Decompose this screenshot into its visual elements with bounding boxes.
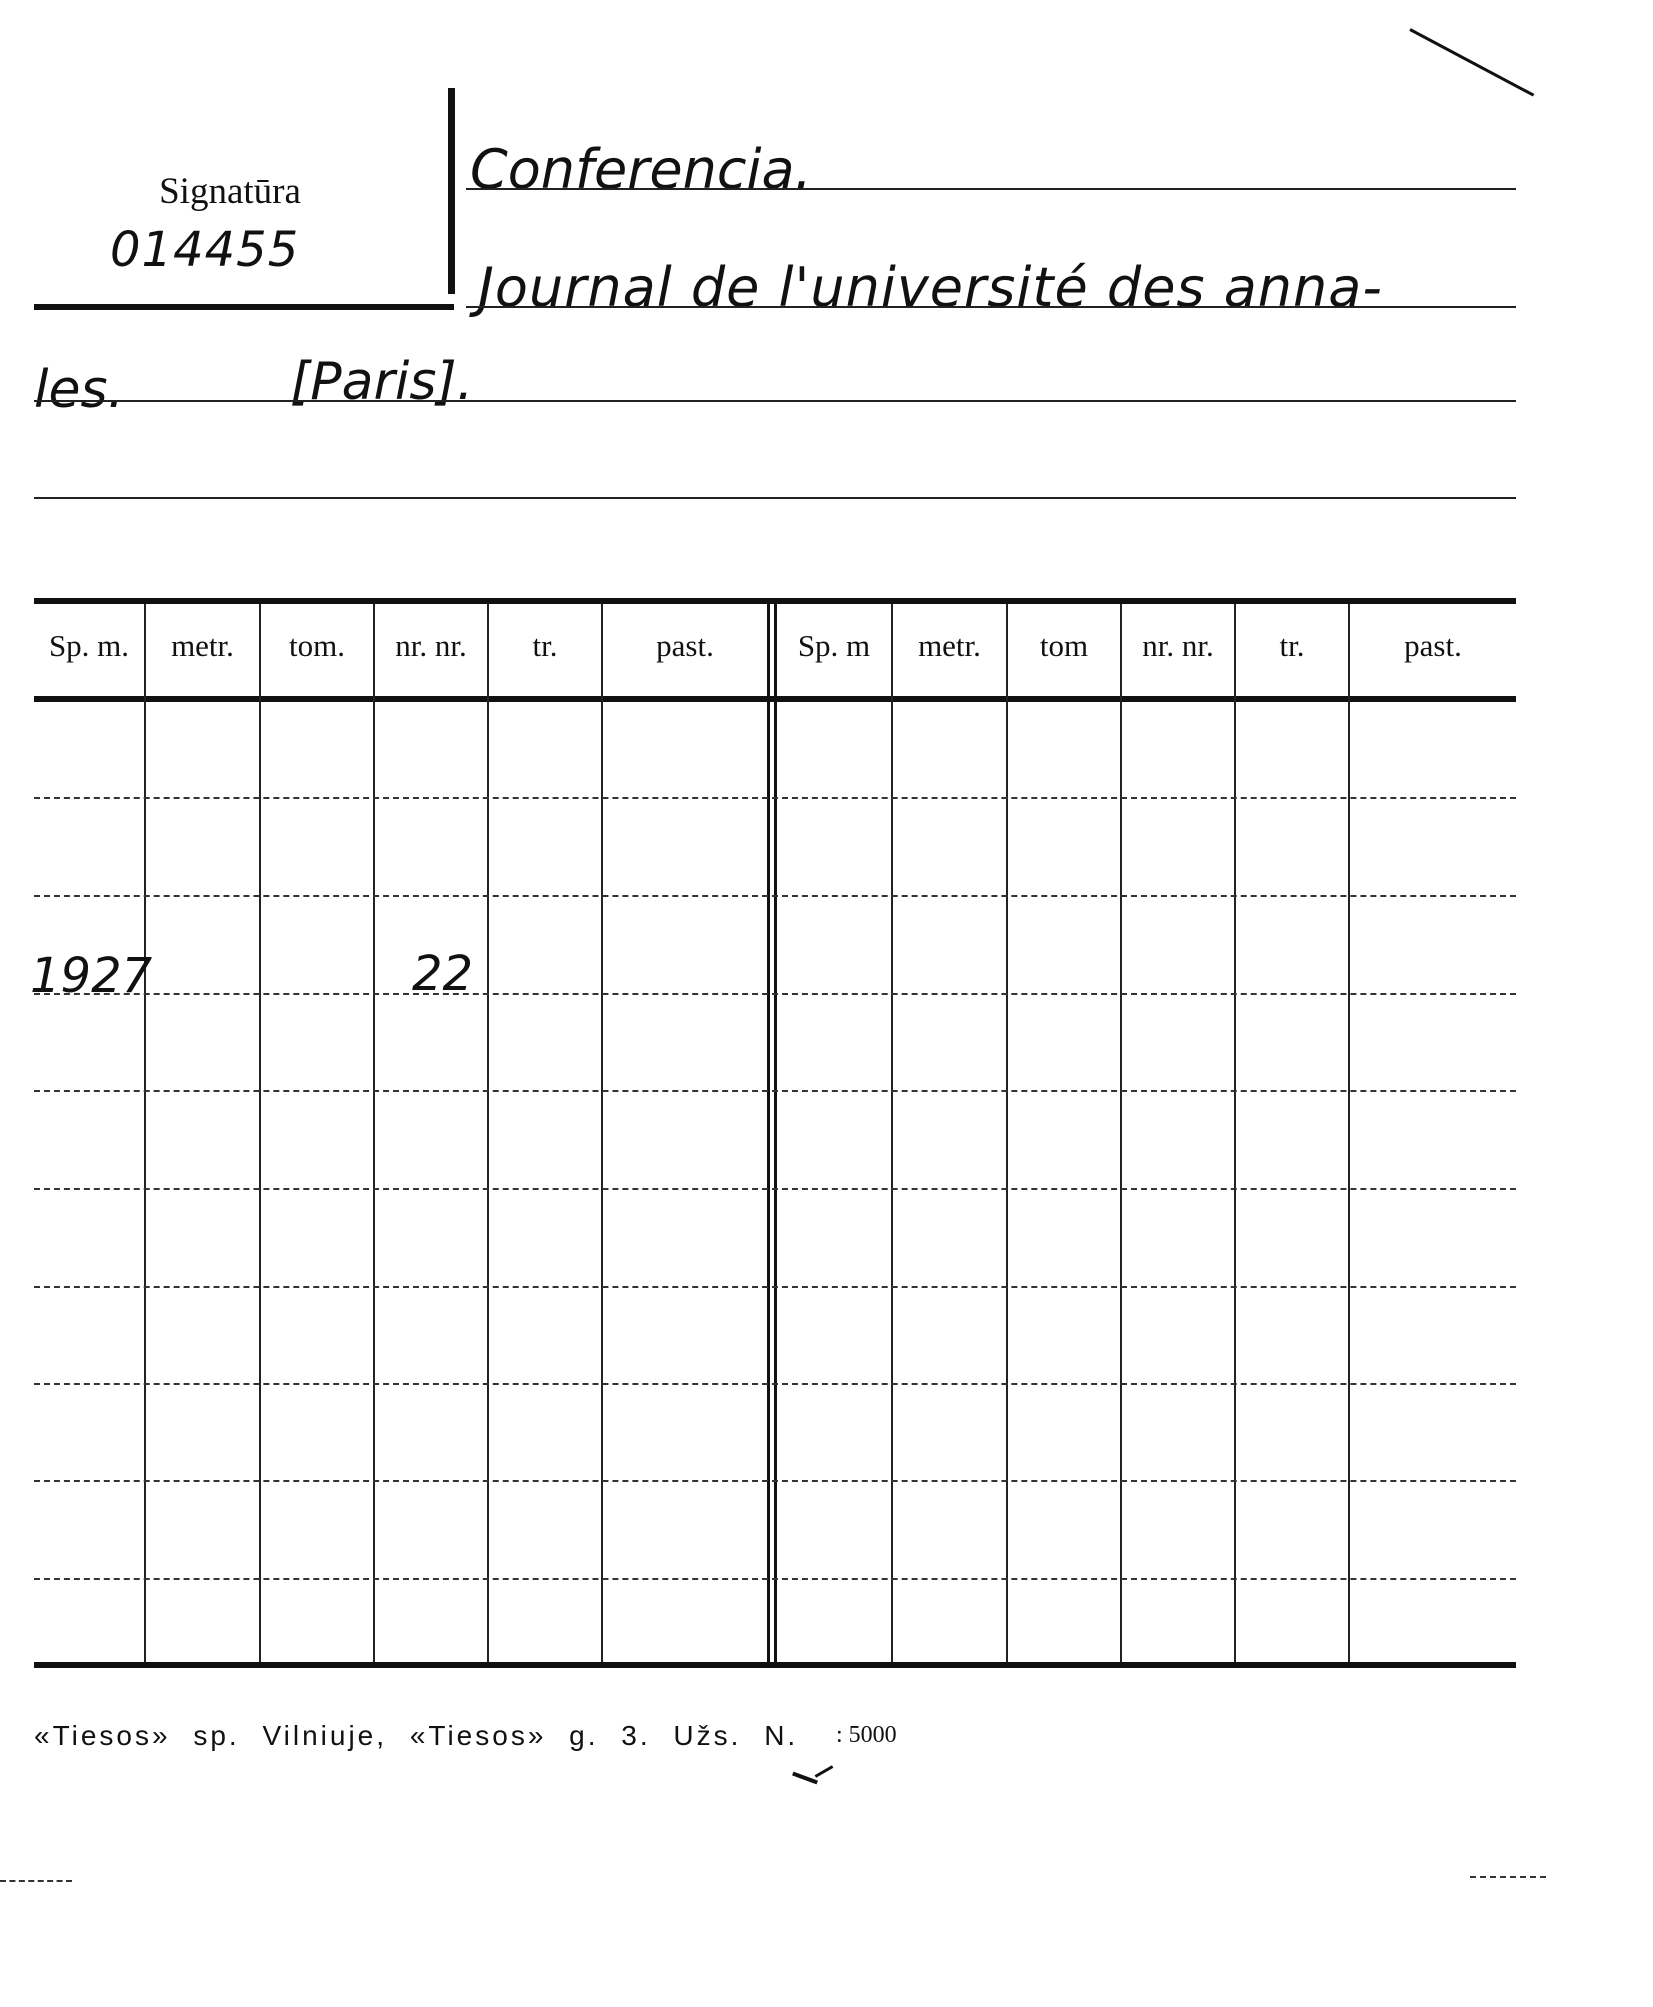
- column-header-sp-m: Sp. m: [797, 628, 871, 663]
- scan-mark: [815, 1765, 834, 1778]
- title-line-3: les.: [34, 360, 125, 420]
- column-header-past: past.: [1404, 628, 1462, 663]
- row-rule: [34, 1578, 1516, 1580]
- signature-label: Signatūra: [159, 171, 301, 212]
- scan-edge: [0, 1880, 72, 1882]
- title-line-rule-4: [34, 497, 1516, 499]
- column-header-metr: metr.: [918, 628, 981, 663]
- row-rule: [34, 1090, 1516, 1092]
- signature-value: 014455: [110, 222, 300, 278]
- table-bottom-rule: [34, 1662, 1516, 1668]
- header-divider: [448, 88, 455, 294]
- column-divider: [891, 604, 893, 1662]
- print-run: : 5000: [836, 1722, 897, 1748]
- column-divider: [259, 604, 261, 1662]
- row-rule: [34, 1383, 1516, 1385]
- column-divider: [1348, 604, 1350, 1662]
- column-divider: [1234, 604, 1236, 1662]
- row-rule: [34, 1188, 1516, 1190]
- row-rule: [34, 797, 1516, 799]
- column-divider: [373, 604, 375, 1662]
- entry-year: 1927: [30, 948, 153, 1004]
- column-divider: [144, 604, 146, 1662]
- column-header-nr-nr: nr. nr.: [395, 628, 467, 663]
- table-center-divider: [767, 604, 777, 1662]
- printer-imprint: «Tiesos» sp. Vilniuje, «Tiesos» g. 3. Užs. N.: [34, 1720, 799, 1751]
- title-line-2: Journal de l'université des anna-: [478, 256, 1383, 319]
- title-line-rule-1: [466, 188, 1516, 190]
- row-rule: [34, 1480, 1516, 1482]
- column-divider: [601, 604, 603, 1662]
- scan-mark: [1409, 28, 1534, 96]
- column-divider: [1006, 604, 1008, 1662]
- entry-issue-number: 22: [412, 946, 474, 1002]
- title-line-1: Conferencia.: [470, 138, 812, 201]
- scan-mark: [792, 1772, 818, 1785]
- column-header-sp-m: Sp. m.: [48, 628, 130, 663]
- title-line-rule-3: [34, 400, 1516, 402]
- column-divider: [487, 604, 489, 1662]
- column-header-tr: tr.: [532, 628, 558, 663]
- column-divider: [1120, 604, 1122, 1662]
- row-rule: [34, 895, 1516, 897]
- column-header-tom: tom: [1039, 628, 1089, 663]
- column-header-past: past.: [656, 628, 714, 663]
- column-header-metr: metr.: [171, 628, 234, 663]
- signature-underline: [34, 304, 454, 310]
- column-header-tom: tom.: [289, 628, 345, 663]
- column-header-tr: tr.: [1279, 628, 1305, 663]
- row-rule: [34, 1286, 1516, 1288]
- row-rule: [34, 993, 1516, 995]
- title-line-rule-2: [466, 306, 1516, 308]
- column-header-nr-nr: nr. nr.: [1142, 628, 1214, 663]
- scan-edge: [1470, 1876, 1546, 1878]
- publication-place: [Paris].: [290, 352, 474, 412]
